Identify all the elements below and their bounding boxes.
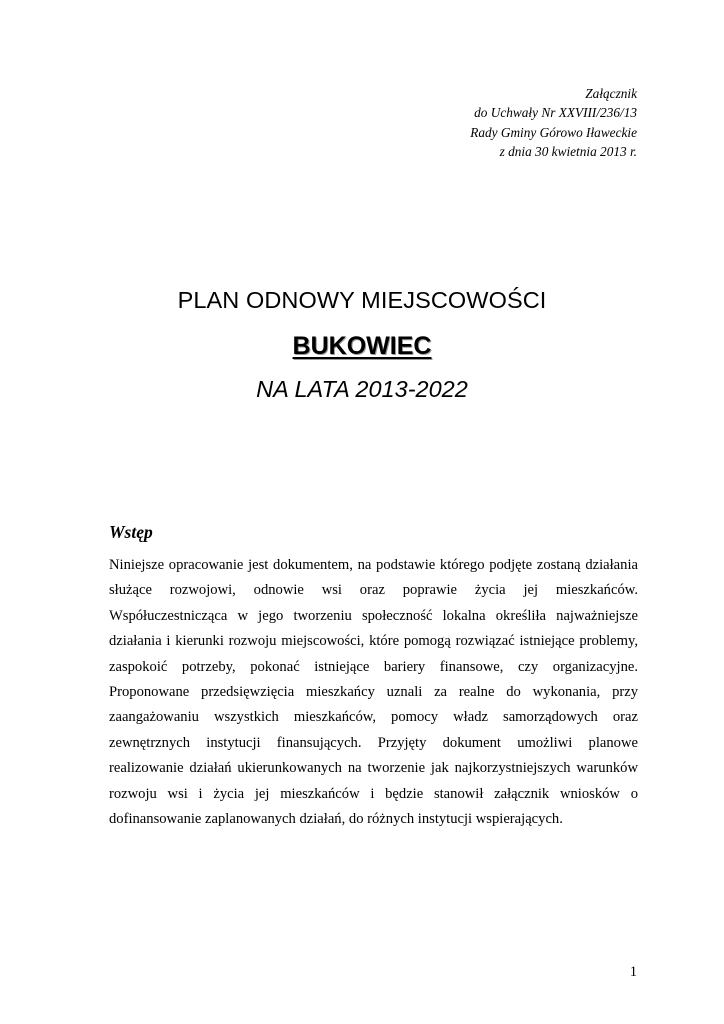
- paragraph-line: zaspokoić potrzeby, pokonać istniejące bariery finansowe, czy organizacyjne.: [109, 658, 638, 675]
- annex-date: z dnia 30 kwietnia 2013 r.: [499, 143, 637, 159]
- paragraph-line: rozwoju wsi i życia jej mieszkańców i będzie stanowił załącznik wniosków o: [109, 785, 638, 802]
- paragraph-line: Niniejsze opracowanie jest dokumentem, na podstawie którego podjęte zostaną działania: [109, 557, 638, 573]
- plan-years: NA LATA 2013-2022: [256, 376, 468, 402]
- annex-label: Załącznik: [585, 86, 637, 101]
- paragraph-line: służące rozwojowi, odnowie wsi oraz poprawie życia jej mieszkańców.: [109, 582, 638, 599]
- annex-header: [470, 84, 637, 161]
- intro-paragraph: [109, 553, 638, 832]
- annex-council: Rady Gminy Górowo Iławeckie: [470, 124, 637, 140]
- annex-resolution: do Uchwały Nr XXVIII/236/13: [474, 105, 637, 121]
- paragraph-line: realizowanie działań ukierunkowanych na tworzenie jak najkorzystniejszych warunków: [109, 760, 638, 777]
- paragraph-line: zewnętrznych instytucji finansujących. Przyjęty dokument umożliwi planowe: [109, 734, 638, 751]
- village-name: BUKOWIEC: [292, 332, 432, 360]
- paragraph-line: zaangażowaniu wszystkich mieszkańców, pomocy władz samorządowych oraz: [109, 709, 638, 726]
- section-heading-intro: Wstęp: [109, 522, 153, 542]
- paragraph-line: Proponowane przedsięwzięcia mieszkańcy uznali za realne do wykonania, przy: [109, 683, 638, 700]
- paragraph-line: dofinansowanie zaplanowanych działań, do różnych instytucji wspierających.: [109, 810, 563, 827]
- page-number: 1: [629, 964, 637, 980]
- paragraph-line: działania i kierunki rozwoju miejscowości, które pomogą rozwiązać istniejące problemy,: [109, 633, 638, 650]
- document-title: PLAN ODNOWY MIEJSCOWOŚCI: [177, 287, 547, 313]
- paragraph-line: Współuczestnicząca w jego tworzeniu społeczność lokalna określiła najważniejsze: [109, 607, 638, 624]
